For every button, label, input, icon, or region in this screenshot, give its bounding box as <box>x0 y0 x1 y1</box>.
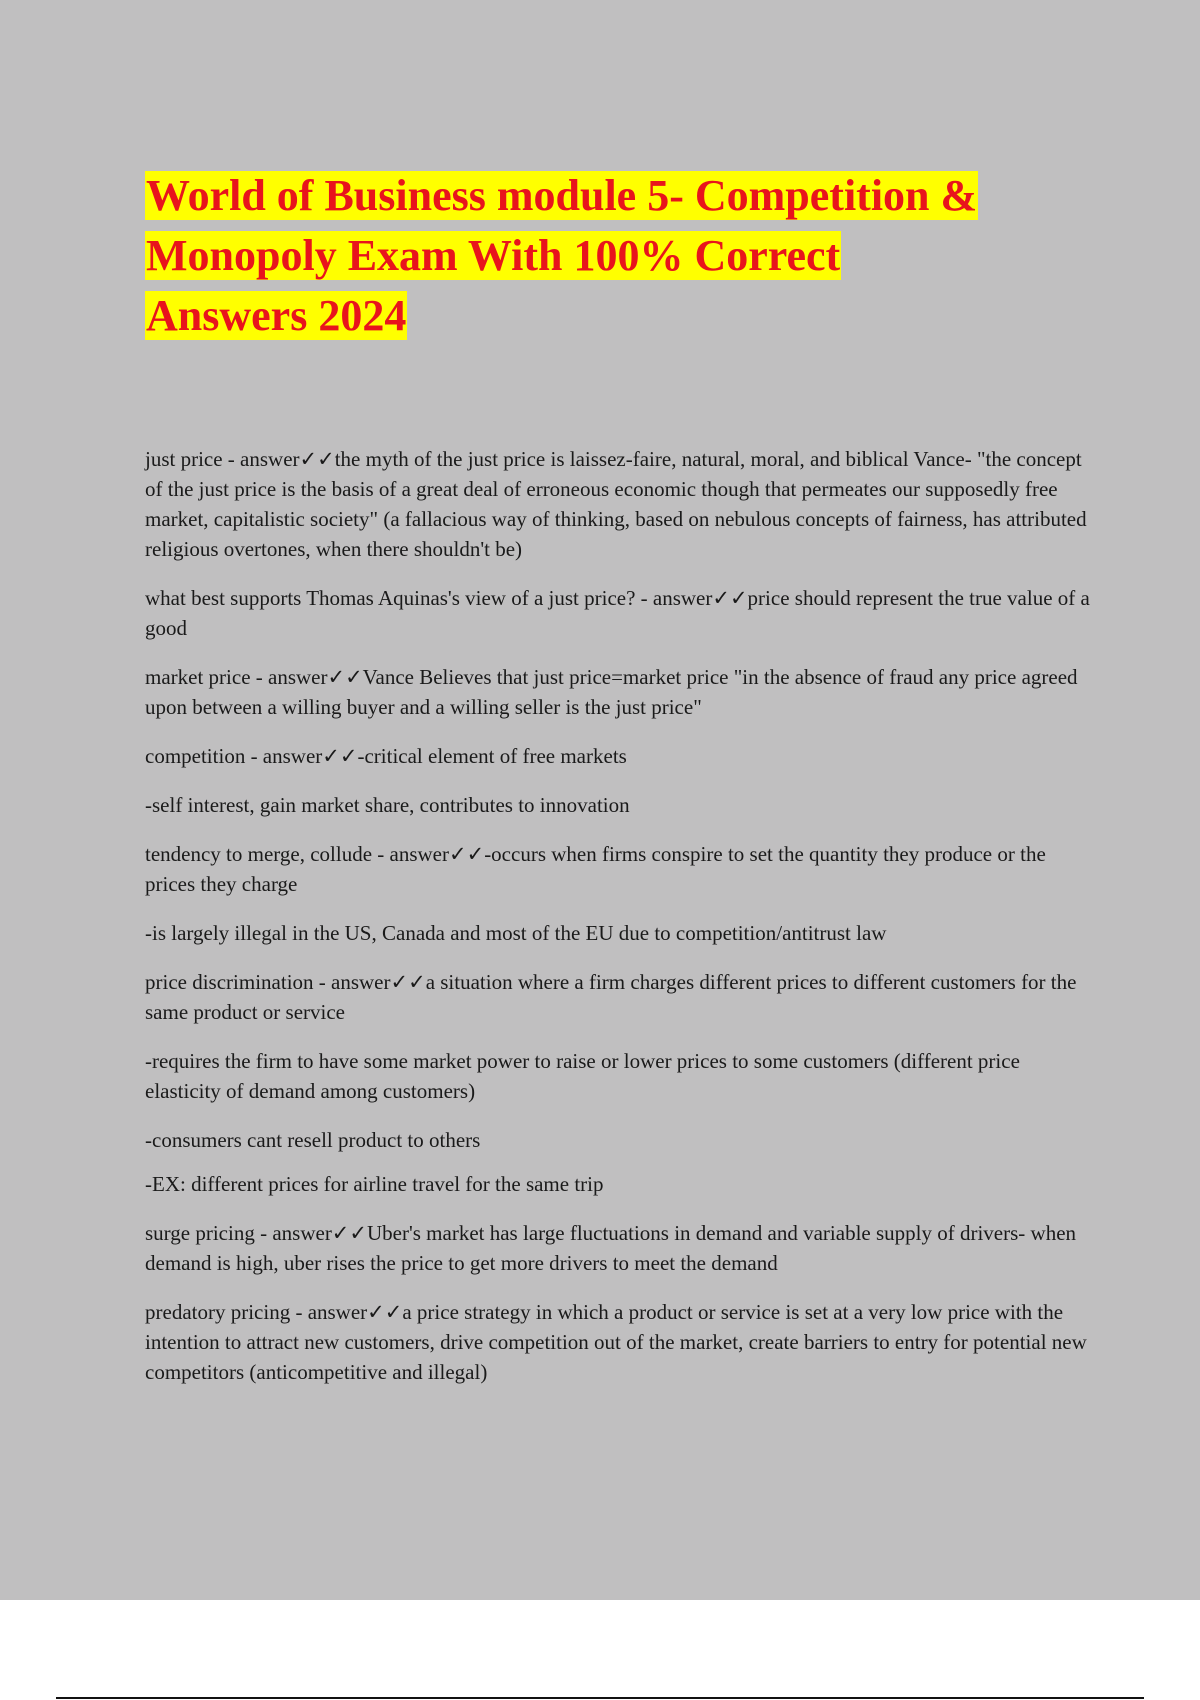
qa-price-discrimination-detail-1: -requires the firm to have some market power to raise or lower prices to some customers (different price elasticity of demand among customers) <box>145 1049 1020 1103</box>
qa-price-discrimination-example: -EX: different prices for airline travel for the same trip <box>145 1172 604 1196</box>
qa-aquinas-just-price: what best supports Thomas Aquinas's view of a just price? - answer✓✓price should represent the true value of a good <box>145 586 1090 640</box>
document-body <box>145 444 1095 1406</box>
title-line-3: Answers 2024 <box>146 291 407 340</box>
qa-market-price: market price - answer✓✓Vance Believes that just price=market price "in the absence of fraud any price agreed upon between a willing buyer and a willing seller is the just price" <box>145 665 1078 719</box>
qa-collude-detail: -is largely illegal in the US, Canada and most of the EU due to competition/antitrust law <box>145 921 887 945</box>
title-line-2: Monopoly Exam With 100% Correct <box>146 231 841 280</box>
title-line-1: World of Business module 5- Competition & <box>146 171 978 220</box>
document-title <box>145 166 1105 346</box>
qa-competition-detail: -self interest, gain market share, contributes to innovation <box>145 793 630 817</box>
footer-divider <box>56 1697 1144 1699</box>
qa-surge-pricing: surge pricing - answer✓✓Uber's market has large fluctuations in demand and variable supply of drivers- when demand is high, uber rises the price to get more drivers to meet the demand <box>145 1221 1077 1275</box>
qa-competition: competition - answer✓✓-critical element of free markets <box>145 744 627 768</box>
qa-predatory-pricing: predatory pricing - answer✓✓a price strategy in which a product or service is set at a very low price with the intention to attract new customers, drive competition out of the market, create barriers to entry for potential new competitors (anticompetitive and illegal) <box>145 1300 1087 1384</box>
qa-merge-collude: tendency to merge, collude - answer✓✓-occurs when firms conspire to set the quantity they produce or the prices they charge <box>145 842 1046 896</box>
qa-price-discrimination: price discrimination - answer✓✓a situation where a firm charges different prices to different customers for the same product or service <box>145 970 1077 1024</box>
qa-just-price: just price - answer✓✓the myth of the just price is laissez-faire, natural, moral, and biblical Vance- "the concept of the just price is the basis of a great deal of erroneous economic though that permeates our supposedly free market, capitalistic society" (a fallacious way of thinking, based on nebulous concepts of fairness, has attributed religious overtones, when there shouldn't be) <box>145 447 1087 561</box>
qa-price-discrimination-detail-2: -consumers cant resell product to others <box>145 1128 481 1152</box>
